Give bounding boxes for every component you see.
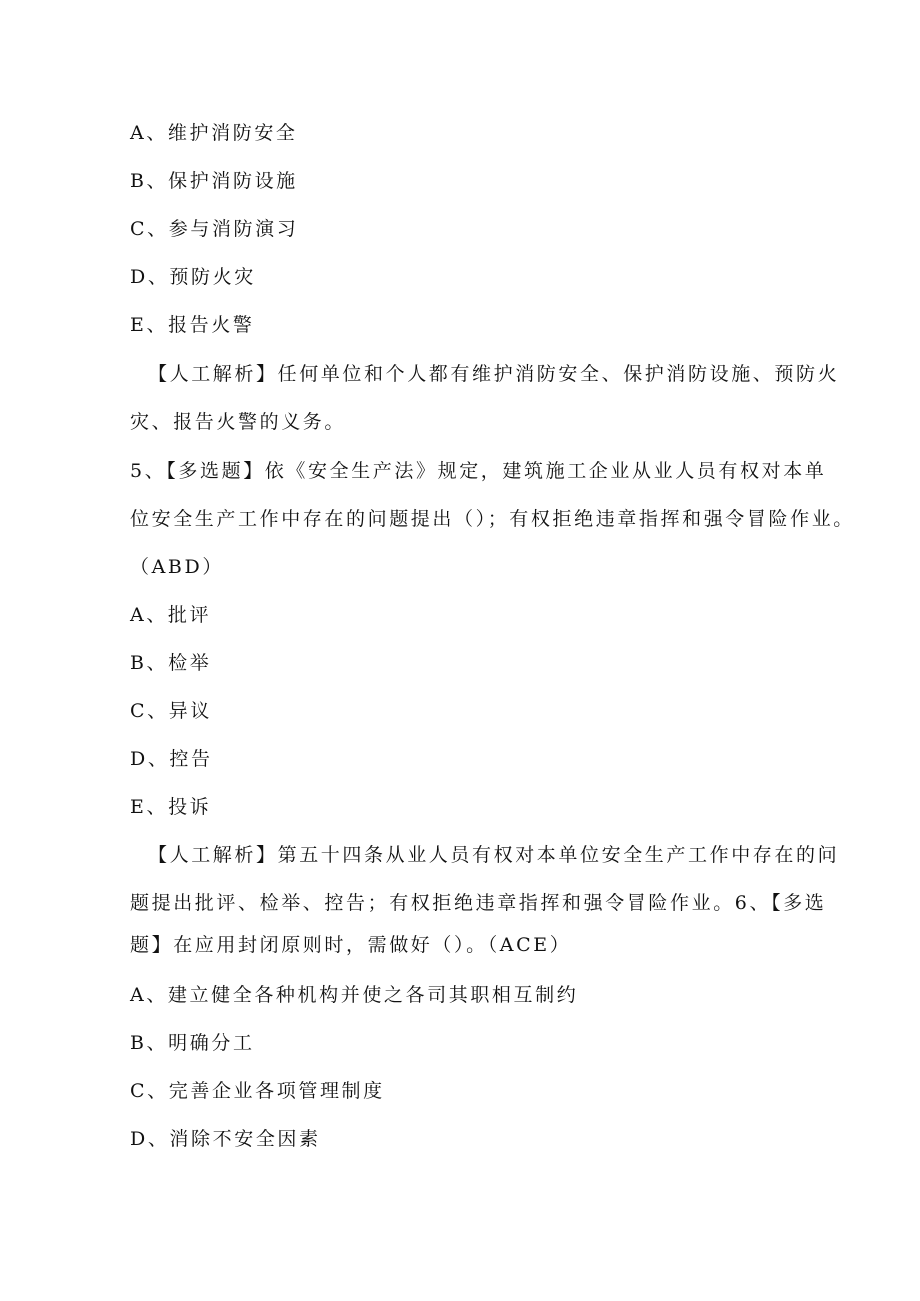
q6-option-c: C、完善企业各项管理制度: [130, 1080, 385, 1102]
q5-analysis-line-1: 【人工解析】第五十四条从业人员有权对本单位安全生产工作中存在的问: [148, 844, 840, 866]
q4-option-b: B、保护消防设施: [130, 170, 298, 192]
q5-question-line-1: 5、【多选题】依《安全生产法》规定，建筑施工企业从业人员有权对本单: [130, 460, 827, 482]
q5-option-a: A、批评: [130, 604, 212, 626]
q4-option-e: E、报告火警: [130, 314, 255, 336]
q4-analysis-line-2: 灾、报告火警的义务。: [130, 411, 347, 433]
q6-option-d: D、消除不安全因素: [130, 1128, 321, 1150]
q5-option-e: E、投诉: [130, 796, 212, 818]
q5-analysis-line-3: 题】在应用封闭原则时，需做好（）。（ACE）: [130, 934, 572, 956]
q6-option-b: B、明确分工: [130, 1032, 255, 1054]
q4-option-c: C、参与消防演习: [130, 218, 299, 240]
q6-option-a: A、建立健全各种机构并使之各司其职相互制约: [130, 984, 579, 1006]
q5-option-b: B、检举: [130, 652, 212, 674]
q5-answer: （ABD）: [130, 556, 224, 578]
q4-analysis-line-1: 【人工解析】任何单位和个人都有维护消防安全、保护消防设施、预防火: [148, 363, 840, 385]
q5-option-d: D、控告: [130, 748, 213, 770]
q4-option-a: A、维护消防安全: [130, 122, 298, 144]
q5-analysis-line-2: 题提出批评、检举、控告；有权拒绝违章指挥和强令冒险作业。6、【多选: [130, 892, 827, 914]
q4-option-d: D、预防火灾: [130, 266, 256, 288]
q5-option-c: C、异议: [130, 700, 212, 722]
q5-question-line-2: 位安全生产工作中存在的问题提出（）；有权拒绝违章指挥和强令冒险作业。: [130, 508, 855, 530]
